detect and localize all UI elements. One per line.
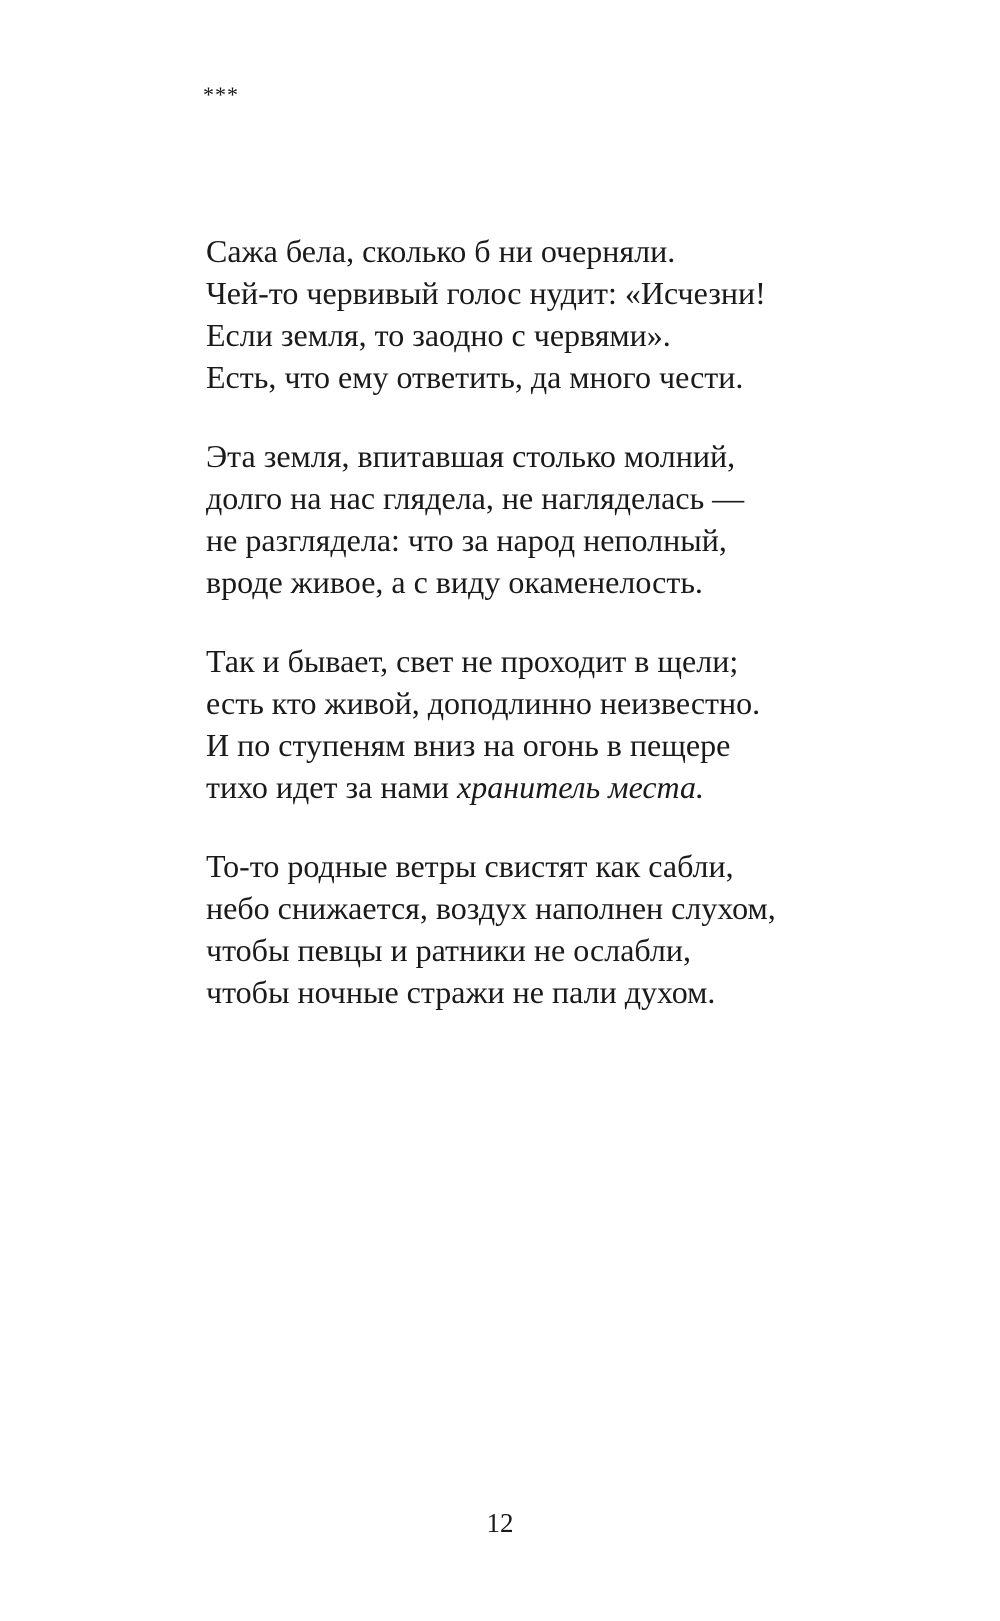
poem-line-italic-part: хранитель места. bbox=[457, 769, 705, 805]
poem-line: не разглядела: что за народ неполный, bbox=[206, 522, 727, 558]
stanza-asterism: *** bbox=[203, 82, 239, 107]
stanza-4 bbox=[206, 845, 926, 1013]
poem-line-mixed bbox=[206, 766, 926, 808]
poem-line: Эта земля, впитавшая столько молний, bbox=[206, 438, 736, 474]
poem-line: Так и бывает, свет не проходит в щели; bbox=[206, 643, 739, 679]
stanza-1 bbox=[206, 230, 926, 398]
poem-line: чтобы певцы и ратники не ослабли, bbox=[206, 932, 691, 968]
poem-line-plain-part: тихо идет за нами bbox=[206, 769, 458, 805]
poem-line: вроде живое, а с виду окаменелость. bbox=[206, 564, 703, 600]
poem-line: небо снижается, воздух наполнен слухом, bbox=[206, 890, 776, 926]
poem-line: чтобы ночные стражи не пали духом. bbox=[206, 974, 716, 1010]
stanza-3 bbox=[206, 640, 926, 808]
page-number: 12 bbox=[486, 1508, 514, 1538]
poem-line: Если земля, то заодно с червями». bbox=[206, 317, 671, 353]
poem-line: Есть, что ему ответить, да много чести. bbox=[206, 359, 744, 395]
poem-line: То-то родные ветры свистят как сабли, bbox=[206, 848, 734, 884]
poem-line: долго на нас глядела, не нагляделась — bbox=[206, 480, 745, 516]
poem-line: Сажа бела, сколько б ни очерняли. bbox=[206, 233, 676, 269]
poem bbox=[206, 230, 926, 1050]
poem-line: есть кто живой, доподлинно неизвестно. bbox=[206, 685, 761, 721]
poem-line: И по ступеням вниз на огонь в пещере bbox=[206, 727, 731, 763]
poem-line: Чей-то червивый голос нудит: «Исчезни! bbox=[206, 275, 766, 311]
stanza-2 bbox=[206, 435, 926, 603]
